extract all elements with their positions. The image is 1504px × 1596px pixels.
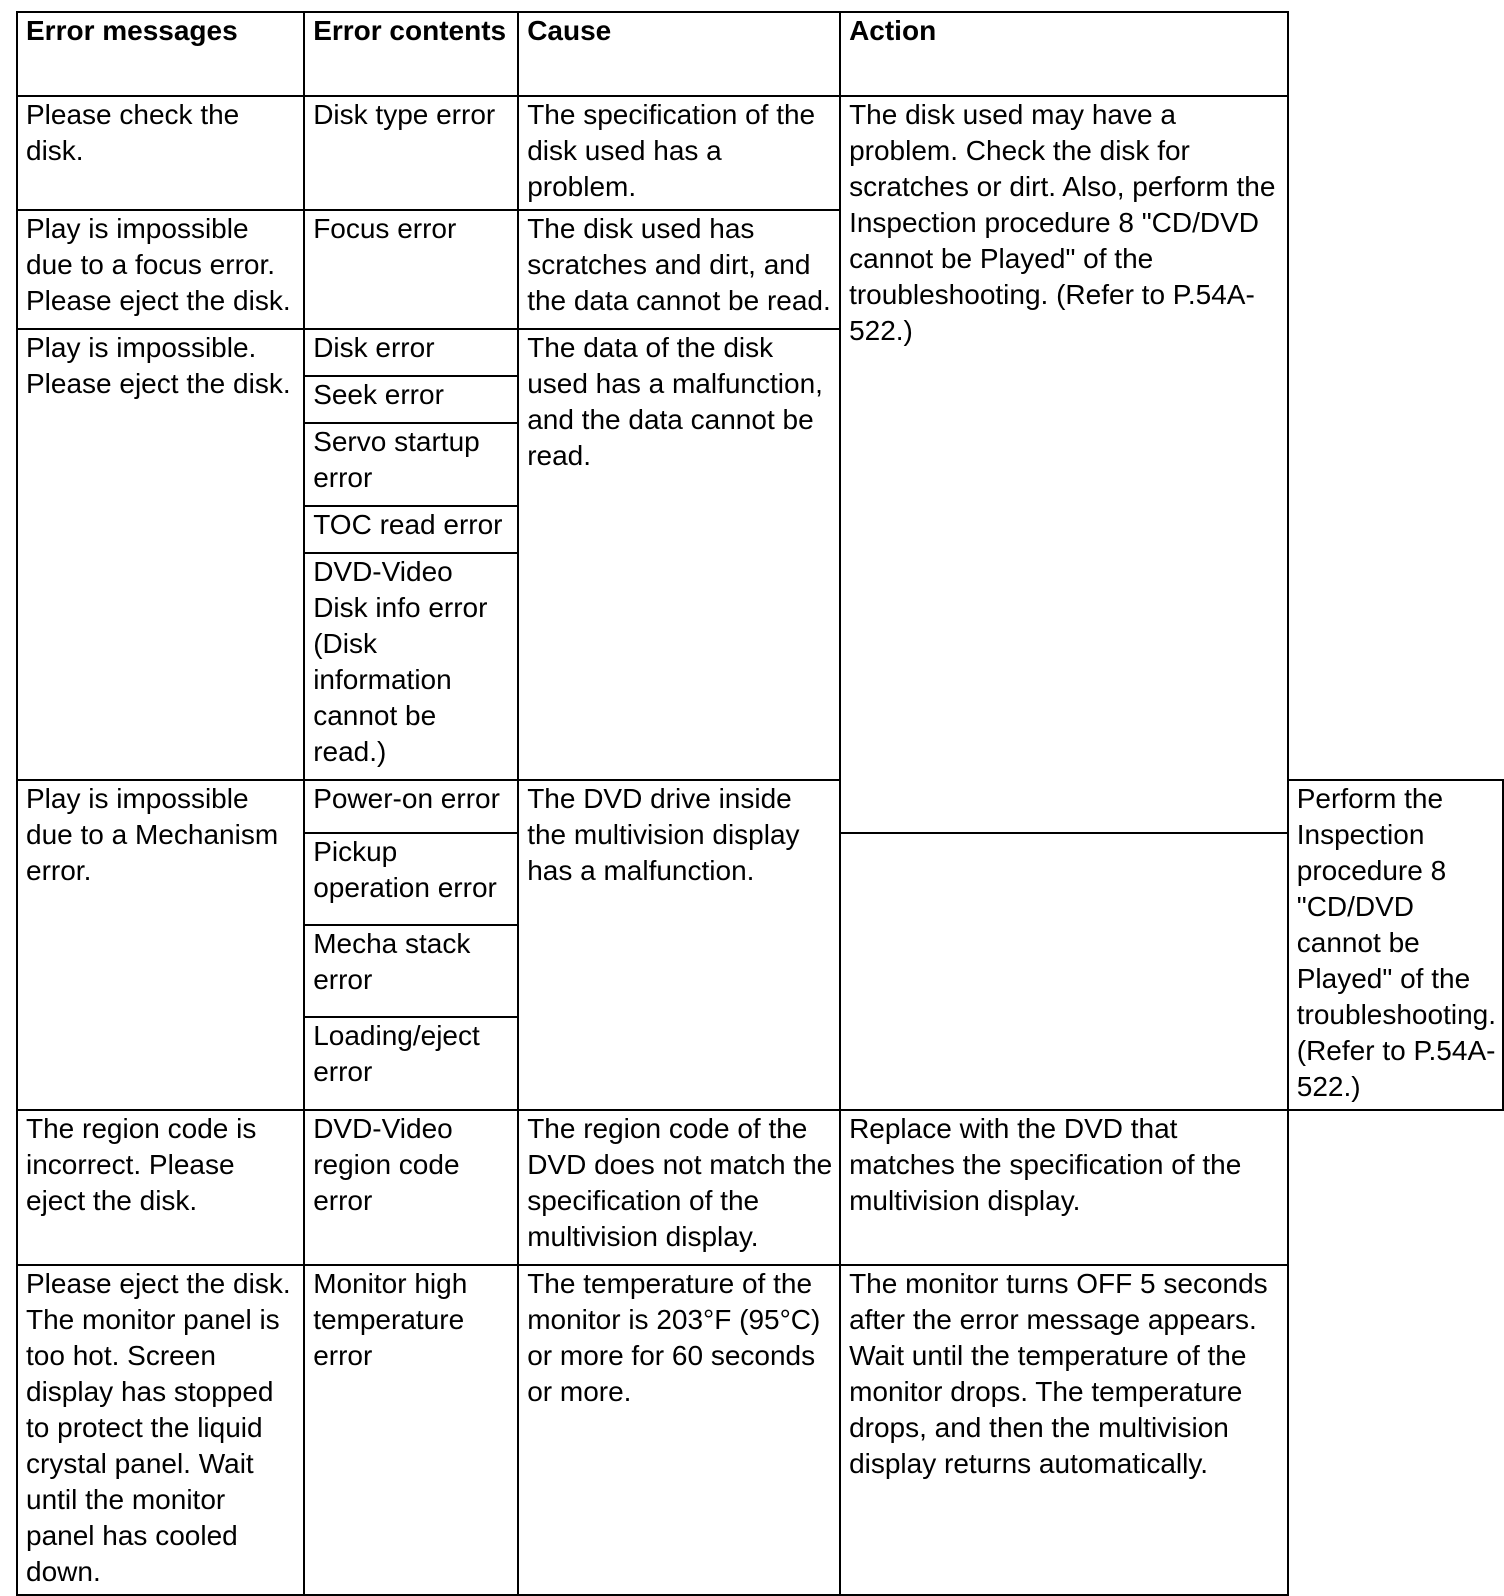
error-content-cell: Loading/eject error <box>304 1017 518 1110</box>
error-table-container <box>16 11 1504 1596</box>
error-message-cell: Play is impossible due to a focus error. Please eject the disk. <box>17 210 304 329</box>
error-content-cell: DVD-Video region code error <box>304 1110 518 1265</box>
error-content-cell: Monitor high temperature error <box>304 1265 518 1595</box>
error-content-cell: Servo startup error <box>304 423 518 506</box>
error-content-cell: Focus error <box>304 210 518 329</box>
error-message-cell: Play is impossible due to a Mechanism error. <box>17 780 304 1110</box>
table-row <box>17 1110 1503 1265</box>
action-cell: Replace with the DVD that matches the specification of the multivision display. <box>840 1110 1288 1265</box>
header-error-messages: Error messages <box>17 12 304 96</box>
cause-cell: The temperature of the monitor is 203°F (95°C) or more for 60 seconds or more. <box>518 1265 840 1595</box>
action-cell: The disk used may have a problem. Check the disk for scratches or dirt. Also, perform the Inspection procedure 8 "CD/DVD cannot be Played" of the troubleshooting. (Refer to P.54A-522.) <box>840 96 1288 833</box>
error-content-cell: TOC read error <box>304 506 518 553</box>
cause-cell: The disk used has scratches and dirt, and the data cannot be read. <box>518 210 840 329</box>
cause-cell: The specification of the disk used has a problem. <box>518 96 840 210</box>
table-row <box>17 1265 1503 1595</box>
table-row <box>17 96 1503 210</box>
error-message-cell: Please eject the disk. The monitor panel is too hot. Screen display has stopped to protect the liquid crystal panel. Wait until the monitor panel has cooled down. <box>17 1265 304 1595</box>
error-content-cell: DVD-Video Disk info error (Disk information cannot be read.) <box>304 553 518 780</box>
error-content-cell: Mecha stack error <box>304 925 518 1017</box>
action-cell: Perform the Inspection procedure 8 "CD/DVD cannot be Played" of the troubleshooting. (Refer to P.54A-522.) <box>1288 780 1503 1110</box>
cause-cell: The data of the disk used has a malfunction, and the data cannot be read. <box>518 329 840 780</box>
error-content-cell: Pickup operation error <box>304 833 518 925</box>
header-cause: Cause <box>518 12 840 96</box>
error-content-cell: Disk type error <box>304 96 518 210</box>
cause-cell: The DVD drive inside the multivision display has a malfunction. <box>518 780 840 1110</box>
error-content-cell: Power-on error <box>304 780 518 833</box>
table-header-row <box>17 12 1503 96</box>
header-action: Action <box>840 12 1288 96</box>
error-message-cell: Please check the disk. <box>17 96 304 210</box>
error-content-cell: Disk error <box>304 329 518 376</box>
header-error-contents: Error contents <box>304 12 518 96</box>
error-messages-table <box>16 11 1504 1596</box>
cause-cell: The region code of the DVD does not match the specification of the multivision display. <box>518 1110 840 1265</box>
error-content-cell: Seek error <box>304 376 518 423</box>
error-message-cell: The region code is incorrect. Please eject the disk. <box>17 1110 304 1265</box>
action-cell: The monitor turns OFF 5 seconds after the error message appears. Wait until the temperature of the monitor drops. The temperature drops, and then the multivision display returns automatically. <box>840 1265 1288 1595</box>
error-message-cell: Play is impossible. Please eject the disk. <box>17 329 304 780</box>
